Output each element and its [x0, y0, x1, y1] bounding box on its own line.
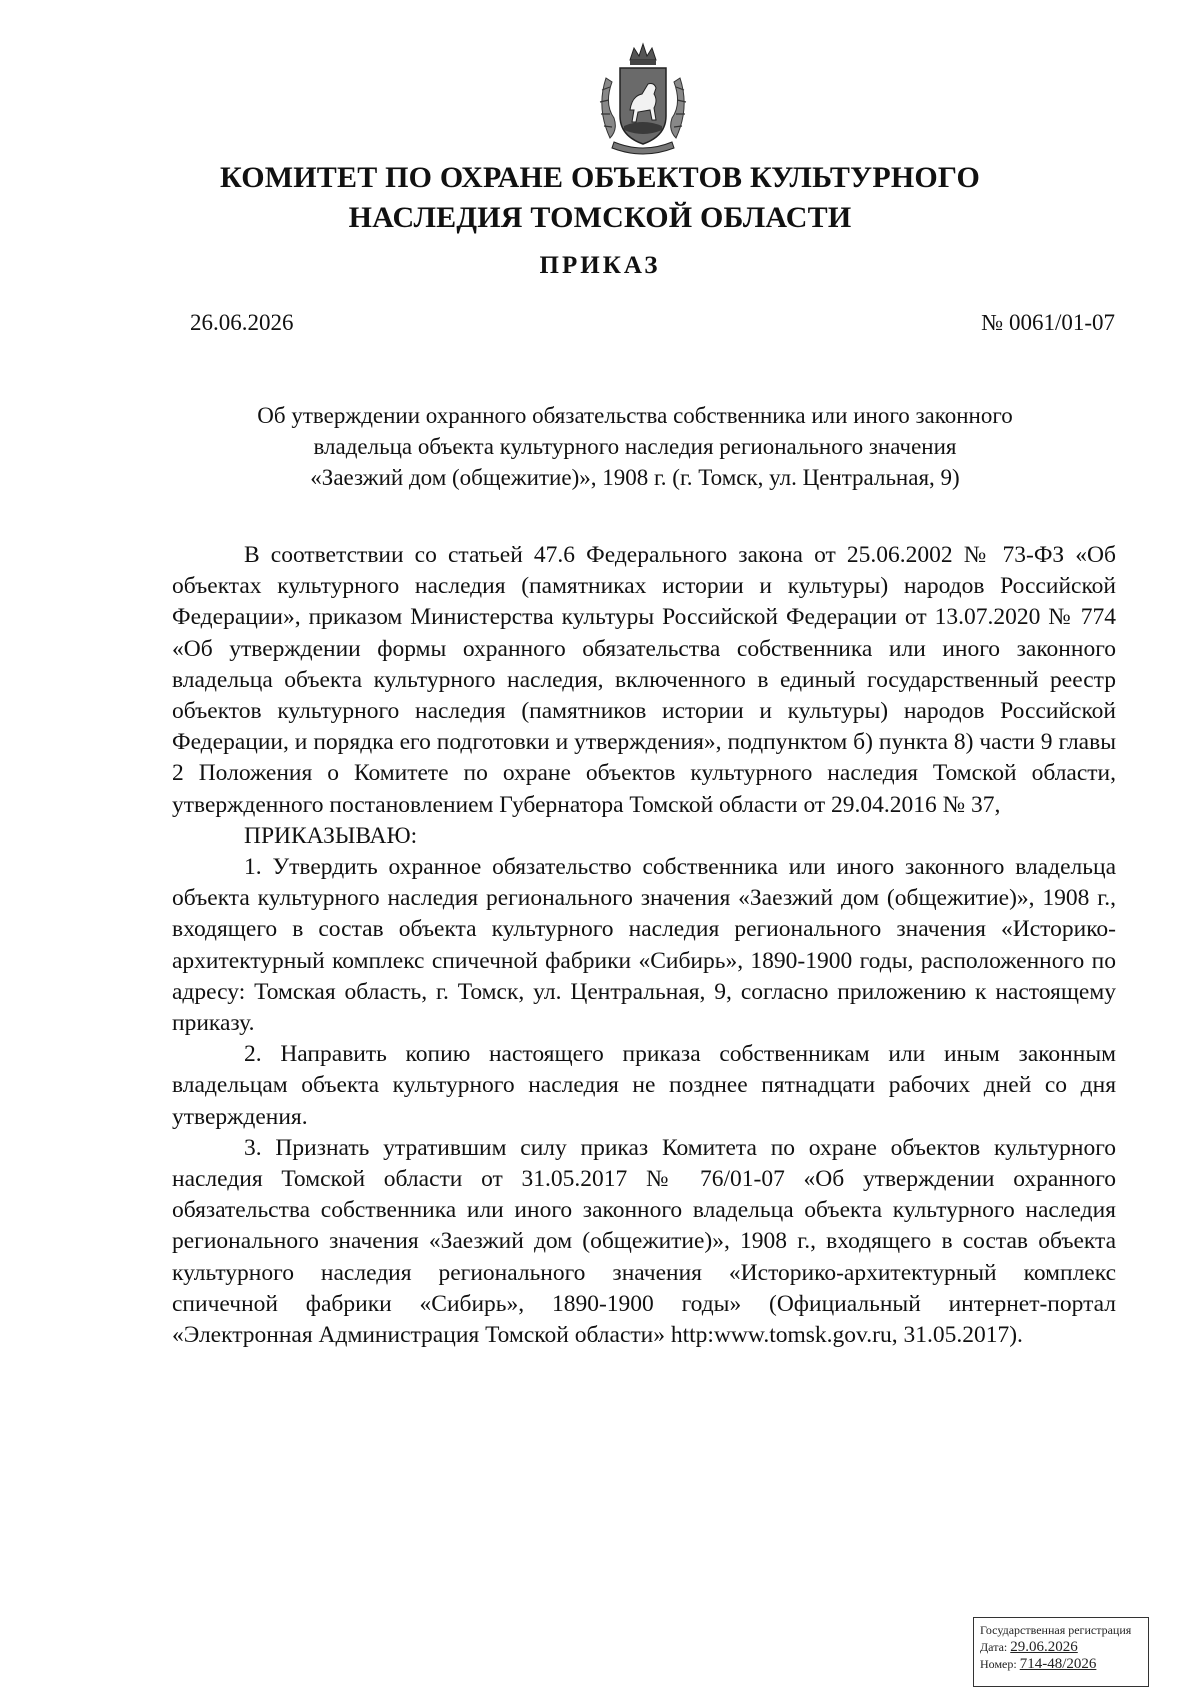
subject-line2: владельца объекта культурного наследия регионального значения [313, 434, 957, 459]
registration-title: Государственная регистрация [980, 1623, 1132, 1637]
order-item-2: 2. Направить копию настоящего приказа собственникам или иным законным владельцам объекта культурного наследия не позднее пятнадцати рабочих дней со дня утверждения. [172, 1041, 1116, 1130]
registration-stamp [973, 1617, 1149, 1687]
document-number: № 0061/01-07 [981, 310, 1115, 335]
org-name-line1: КОМИТЕТ ПО ОХРАНЕ ОБЪЕКТОВ КУЛЬТУРНОГО [220, 161, 980, 194]
document-body [172, 540, 1116, 1351]
subject-line3: «Заезжий дом (общежитие)», 1908 г. (г. Томск, ул. Центральная, 9) [310, 465, 960, 490]
preamble-paragraph: В соответствии со статьей 47.6 Федерального закона от 25.06.2002 № 73-ФЗ «Об объектах культурного наследия (памятниках истории и культуры) народов Российской Федерации», приказом Министерства культуры Российской Федерации от 13.07.2020 № 774 «Об утверждении формы охранного обязательства собственника или иного законного владельца объекта культурного наследия, включенного в единый государственный реестр объектов культурного наследия (памятников истории и культуры) народов Российской Федерации, и порядка его подготовки и утверждения», подпунктом б) пункта 8) части 9 главы 2 Положения о Комитете по охране объектов культурного наследия Томской области, утвержденного постановлением Губернатора Томской области от 29.04.2016 № 37, [172, 542, 1116, 818]
registration-number-label: Номер: [980, 1657, 1017, 1671]
registration-date-row [980, 1639, 1142, 1656]
document-subject [150, 400, 1120, 493]
registration-number-row [980, 1656, 1142, 1673]
order-item-3: 3. Признать утратившим силу приказ Комитета по охране объектов культурного наследия Томской области от 31.05.2017 № 76/01-07 «Об утверждении охранного обязательства собственника или иного законного владельца объекта культурного наследия регионального значения «Заезжий дом (общежитие)», 1908 г., входящего в состав объекта культурного наследия регионального значения «Историко-архитектурный комплекс спичечной фабрики «Сибирь», 1890-1900 годы» (Официальный интернет-портал «Электронная Администрация Томской области» http:www.tomsk.gov.ru, 31.05.2017). [172, 1134, 1116, 1349]
document-type: ПРИКАЗ [539, 252, 661, 279]
org-name-line2: НАСЛЕДИЯ ТОМСКОЙ ОБЛАСТИ [348, 201, 852, 234]
order-word: ПРИКАЗЫВАЮ: [244, 822, 418, 849]
coat-of-arms-icon [588, 38, 698, 158]
registration-number-value: 714-48/2026 [1019, 1656, 1097, 1672]
registration-date-value: 29.06.2026 [1010, 1639, 1078, 1655]
document-date: 26.06.2026 [190, 310, 294, 335]
subject-line1: Об утверждении охранного обязательства собственника или иного законного [257, 403, 1013, 428]
organization-name [0, 158, 1200, 238]
order-item-1: 1. Утвердить охранное обязательство собственника или иного законного владельца объекта культурного наследия регионального значения «Заезжий дом (общежитие)», 1908 г., входящего в состав объекта культурного наследия регионального значения «Историко-архитектурный комплекс спичечной фабрики «Сибирь», 1890-1900 годы, расположенного по адресу: Томская область, г. Томск, ул. Центральная, 9, согласно приложению к настоящему приказу. [172, 854, 1116, 1037]
registration-date-label: Дата: [980, 1640, 1008, 1654]
